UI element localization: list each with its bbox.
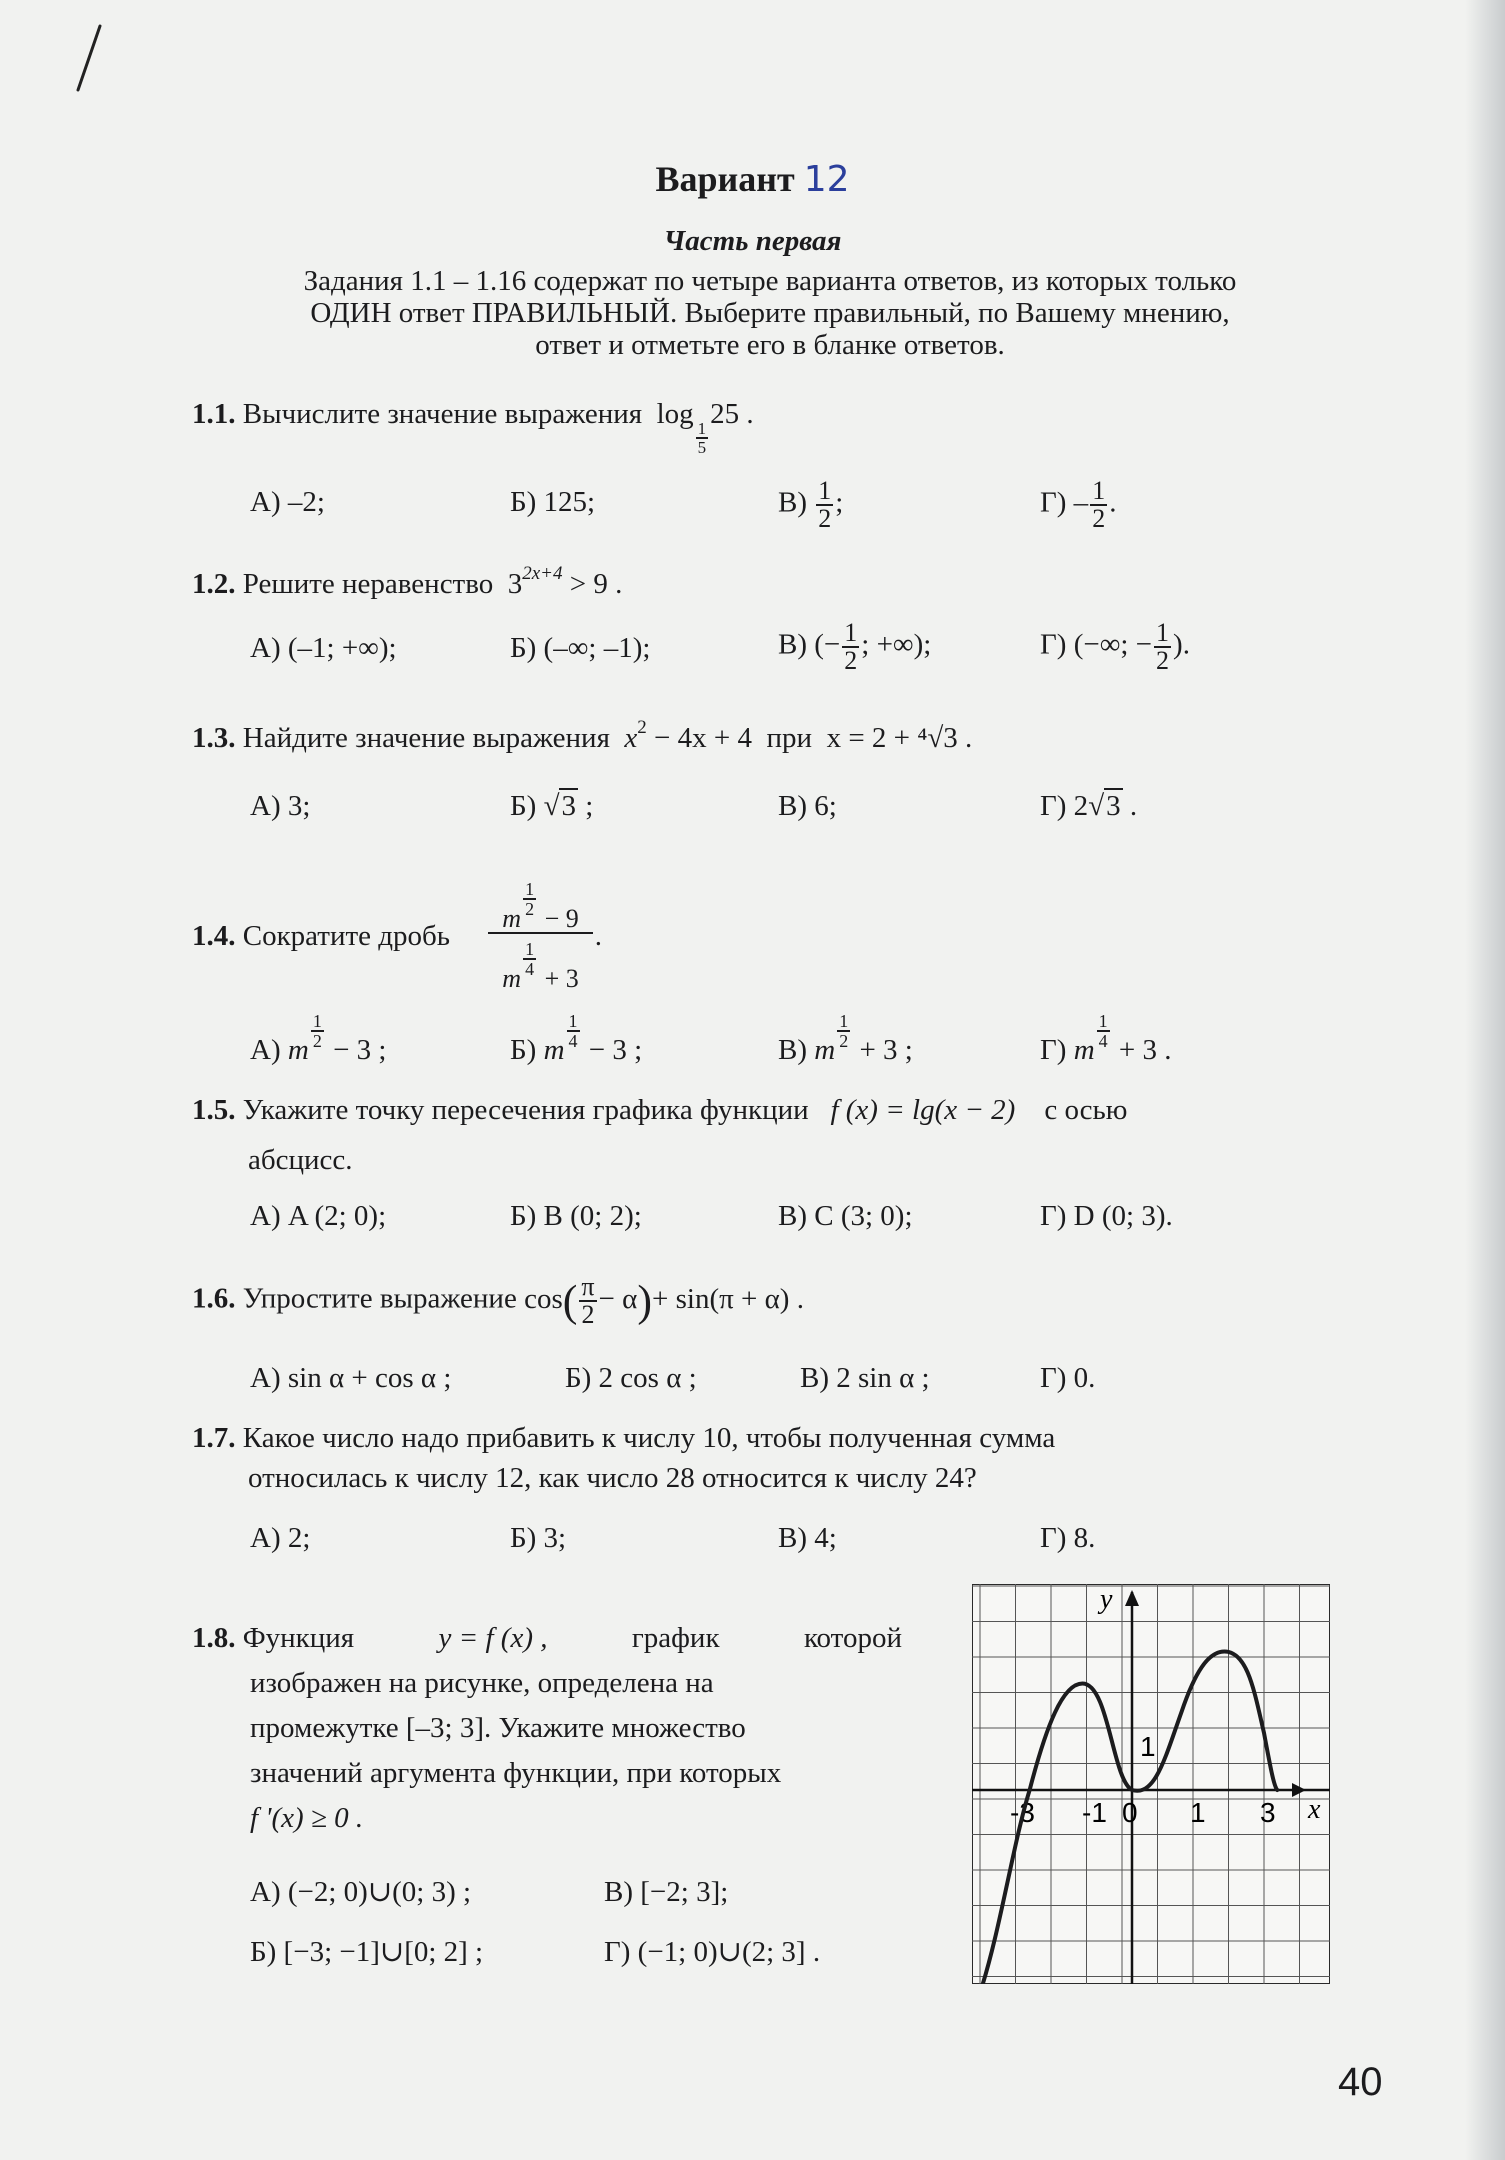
answer-a[interactable]: А) –2; [250,486,325,518]
answer-a[interactable]: А) 2; [250,1522,311,1554]
question-text: Функция [242,1622,355,1654]
question-1-8-head [192,1616,354,1661]
question-1-3 [192,717,973,758]
answer-a[interactable]: А) 3; [250,790,311,822]
question-1-1 [192,398,754,456]
exponent-denominator: 4 [1098,1031,1108,1051]
unit-label: 1 [1140,1731,1156,1762]
question-1-8 [192,1616,902,1841]
answer-d[interactable] [1040,620,1190,674]
question-number: 1.1. [192,398,236,430]
question-number: 1.8. [192,1622,236,1654]
answer-b[interactable]: Б) 2 cos α ; [565,1362,697,1394]
inequality-exponent: 2x+4 [522,563,563,584]
numerator-rest: − 9 [538,904,579,933]
condition-word: при [766,722,813,754]
variable-m: m [543,1034,565,1066]
exponent-denominator: 2 [525,899,535,919]
answer-rest: + 3 ; [852,1034,913,1066]
question-1-7-continuation: относилась к числу 12, как число 28 относится к числу 24? [248,1462,977,1494]
answer-b[interactable]: Б) √3 ; [510,790,594,822]
x-tick-label: -3 [1010,1797,1035,1828]
question-1-8-line [192,1616,902,1661]
fraction-numerator: 1 [1092,476,1106,505]
question-1-4 [192,880,602,992]
answer-letter: Г) [1040,628,1067,661]
paren-close: ) [637,1276,653,1325]
exponent-denominator: 4 [568,1031,578,1051]
log-expression [656,398,754,457]
answer-a[interactable]: А) A (2; 0); [250,1200,387,1232]
answer-c[interactable] [778,620,931,674]
fraction-denominator: 2 [1092,504,1106,533]
log-symbol: log [656,398,694,430]
log-argument: 25 . [710,398,754,430]
answer-a[interactable] [250,1012,386,1066]
fraction-numerator: 1 [818,476,832,505]
answer-a[interactable]: А) (−2; 0)∪(0; 3) ; [250,1876,472,1908]
function-expression: f (x) = lg(x − 2) [830,1094,1016,1126]
fraction [816,478,833,532]
variable-m: m [814,1034,836,1066]
answer-d[interactable]: Г) 2√3 . [1040,790,1138,822]
answer-suffix: ; [923,628,932,661]
question-1-8-line: значений аргумента функции, при которых [250,1757,782,1789]
log-base-fraction [696,420,709,456]
question-text: которой [803,1622,902,1654]
answer-suffix: . [1129,790,1138,822]
exponent-denominator: 2 [839,1031,849,1051]
exponent-numerator: 1 [525,939,535,959]
part-heading: Часть первая [663,225,842,257]
answer-letter: В) [778,628,807,661]
instructions [195,265,1345,361]
trig-rest: + sin(π + α) . [652,1282,804,1315]
question-text: график [631,1622,720,1654]
answer-d[interactable] [1040,1012,1172,1066]
answer-letter: Г) 2 [1040,790,1089,822]
question-text: Решите неравенство [242,568,494,600]
answer-a[interactable]: А) sin α + cos α ; [250,1362,452,1394]
answer-b[interactable]: Б) (–∞; –1); [510,632,651,664]
paren-open: ( [562,1276,578,1325]
x-tick-label: 1 [1190,1797,1206,1828]
answer-c[interactable] [778,1012,913,1066]
fraction [579,1274,596,1328]
question-text: Сократите дробь [242,920,451,952]
answer-rest: + 3 . [1111,1034,1172,1066]
question-number: 1.4. [192,920,236,952]
exponent-numerator: 1 [312,1011,322,1031]
answer-c[interactable]: В) 6; [778,790,837,822]
answer-suffix: ; [835,486,844,519]
radicand: 3 [561,790,576,822]
exponent-denominator: 4 [525,959,535,979]
answer-b[interactable]: Б) 125; [510,486,596,518]
question-text: Укажите точку пересечения графика функции [242,1094,809,1126]
inequality-base: 3 [507,568,523,600]
instructions-line: ОДИН ответ ПРАВИЛЬНЫЙ. Выберите правильный, по Вашему мнению, [310,297,1230,329]
log-base-numerator: 1 [697,419,707,438]
trig-expression [524,1272,804,1329]
fraction-denominator: 2 [1156,646,1170,675]
answer-d[interactable]: Г) D (0; 3). [1040,1200,1173,1232]
fraction [1090,478,1107,532]
handwritten-variant-number: 12 [803,159,850,200]
exponent-numerator: 1 [568,1011,578,1031]
x-tick-label: 3 [1260,1797,1276,1828]
inequality [507,563,623,600]
y-axis-label: y [1100,1584,1113,1615]
exponent-fraction [311,1012,324,1050]
fraction [1154,620,1171,674]
variable-m: m [502,904,522,933]
answer-c[interactable]: В) C (3; 0); [778,1200,913,1232]
paren-inner: − α [598,1282,638,1315]
interval-right: ) [1173,628,1183,661]
question-1-5-continuation: абсцисс. [248,1144,353,1176]
fraction-denominator: 2 [581,1300,595,1329]
answer-a[interactable]: А) (–1; +∞); [250,632,397,664]
question-text: Упростите выражение [242,1282,517,1315]
exponent-fraction [567,1012,580,1050]
fraction-numerator: π [581,1272,595,1301]
question-number: 1.2. [192,568,236,600]
answer-d[interactable]: Г) 0. [1040,1362,1096,1394]
question-text-tail: с осью [1044,1094,1128,1126]
expression-exponent: 2 [637,717,647,738]
variable-m: m [502,964,522,993]
function-graph [972,1584,1330,1984]
question-1-2 [192,563,623,604]
question-1-8-line: изображен на рисунке, определена на [250,1667,714,1699]
log-base-denominator: 5 [697,438,707,457]
exponent-numerator: 1 [525,879,535,899]
fraction [842,620,859,674]
answer-b[interactable]: Б) B (0; 2); [510,1200,642,1232]
x-axis-label: x [1308,1794,1321,1825]
question-text: Найдите значение выражения [242,722,610,754]
exponent-fraction [1097,1012,1110,1050]
x-tick-label: -1 [1082,1797,1107,1828]
exponent-numerator: 1 [839,1011,849,1031]
fraction-denominator: 2 [818,504,832,533]
answer-rest: − 3 ; [325,1034,387,1066]
exponent-fraction [837,1012,850,1050]
answer-letter: А) [250,1034,281,1066]
exponent-fraction [523,880,536,918]
question-1-8-line: промежутке [–3; 3]. Укажите множество [250,1712,746,1744]
question-1-7 [192,1422,1342,1454]
answer-c[interactable]: В) 2 sin α ; [800,1362,930,1394]
fraction-denominator [488,934,592,992]
answer-d[interactable] [1040,478,1116,532]
fraction-numerator: 1 [844,618,858,647]
denominator-rest: + 3 [538,964,579,993]
question-text: Какое число надо прибавить к числу 10, чтобы полученная сумма [242,1422,1056,1454]
variable-m: m [287,1034,309,1066]
question-1-8-condition: f '(x) ≥ 0 . [250,1802,364,1834]
question-number: 1.6. [192,1282,236,1315]
fraction-to-reduce [488,880,592,992]
expression-variable: x [624,722,638,754]
answer-c[interactable]: В) 4; [778,1522,837,1554]
answer-letter: Г) – [1040,486,1089,519]
fraction-denominator: 2 [844,646,858,675]
answer-suffix: . [1182,628,1190,661]
page-edge-shadow [1465,0,1505,2160]
inequality-rest: > 9 . [569,568,623,600]
exponent-numerator: 1 [1098,1011,1108,1031]
question-1-6 [192,1274,804,1328]
answer-rest: − 3 ; [581,1034,643,1066]
exponent-denominator: 2 [312,1031,322,1051]
radicand: 3 [1106,790,1121,822]
question-number: 1.5. [192,1094,236,1126]
instructions-line: ответ и отметьте его в бланке ответов. [535,329,1005,361]
answer-b[interactable]: Б) [−3; −1]∪[0; 2] ; [250,1936,484,1968]
answer-d[interactable]: Г) 8. [1040,1522,1096,1554]
question-text: Вычислите значение выражения [242,398,643,430]
question-1-5 [192,1094,1342,1126]
answer-letter: Г) [1040,1034,1067,1066]
fraction-end: . [594,920,602,952]
exponent-fraction [523,940,536,978]
expression-rest: − 4x + 4 [646,722,753,754]
interval-right: ; +∞) [861,628,924,661]
cos-symbol: cos [524,1282,563,1315]
answer-letter: В) [778,1034,807,1066]
instructions-line: Задания 1.1 – 1.16 содержат по четыре варианта ответов, из которых только [303,265,1237,297]
interval-left: (−∞; − [1073,628,1153,661]
answer-d[interactable]: Г) (−1; 0)∪(2; 3] . [604,1936,821,1968]
answer-c[interactable] [778,478,843,532]
variant-title-label: Вариант [655,159,804,199]
answer-letter: Б) [510,1034,537,1066]
fraction-numerator [488,880,592,934]
fraction-numerator: 1 [1156,618,1170,647]
answer-b[interactable] [510,1012,642,1066]
answer-suffix: . [1109,486,1117,519]
function-expression: y = f (x) , [438,1622,548,1654]
variant-title [0,158,1505,200]
question-number: 1.7. [192,1422,236,1454]
condition-expression: x = 2 + ⁴√3 . [826,722,973,754]
answer-suffix: ; [585,790,594,822]
variable-m: m [1073,1034,1095,1066]
pen-stroke-mark [60,20,110,100]
question-number: 1.3. [192,722,236,754]
page-number: 40 [1338,2060,1383,2104]
interval-left: (− [814,628,841,661]
answer-c[interactable]: В) [−2; 3]; [604,1876,729,1908]
answer-b[interactable]: Б) 3; [510,1522,567,1554]
answer-letter: В) [778,486,807,519]
answer-letter: Б) [510,790,537,822]
x-tick-label: 0 [1122,1797,1138,1828]
